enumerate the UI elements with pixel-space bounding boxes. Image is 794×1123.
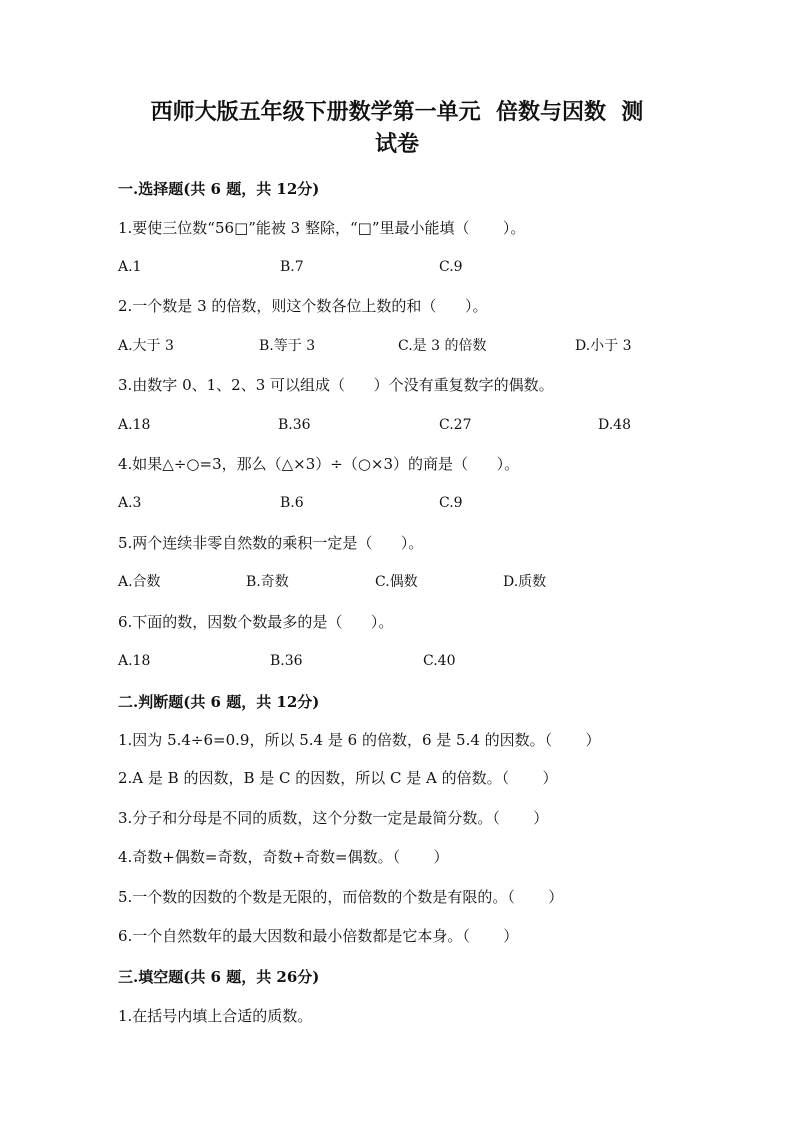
question-text: 4.奇数+偶数=奇数，奇数+奇数=偶数。（ ） xyxy=(118,848,449,866)
option-d: D.质数 xyxy=(503,574,547,590)
section-header-choice: 一.选择题(共 6 题，共 12分) xyxy=(118,180,320,198)
option-c: C.9 xyxy=(439,259,463,275)
question-text: 1.在括号内填上合适的质数。 xyxy=(118,1007,313,1025)
option-b: B.36 xyxy=(278,417,311,433)
option-d: D.小于 3 xyxy=(575,338,632,354)
option-b: B.等于 3 xyxy=(259,338,316,354)
option-b: B.36 xyxy=(270,653,303,669)
question-text: 6.下面的数，因数个数最多的是（ ）。 xyxy=(118,613,394,631)
question-text: 1.要使三位数“56□”能被 3 整除，“□”里最小能填（ ）。 xyxy=(118,219,526,237)
option-c: C.是 3 的倍数 xyxy=(398,338,487,354)
document-title xyxy=(0,96,794,160)
title-line-2: 试卷 xyxy=(374,131,419,157)
option-a: A.18 xyxy=(118,653,151,669)
option-a: A.大于 3 xyxy=(118,338,174,354)
question-text: 2.A 是 B 的因数，B 是 C 的因数，所以 C 是 A 的倍数。（ ） xyxy=(118,769,558,787)
option-c: C.9 xyxy=(439,495,463,511)
option-c: C.偶数 xyxy=(375,574,418,590)
question-text: 3.分子和分母是不同的质数，这个分数一定是最简分数。（ ） xyxy=(118,809,549,827)
option-b: B.7 xyxy=(280,259,304,275)
title-line-1: 西师大版五年级下册数学第一单元 倍数与因数 测 xyxy=(150,99,644,125)
option-b: B.6 xyxy=(280,495,304,511)
section-header-judgement: 二.判断题(共 6 题，共 12分) xyxy=(118,693,320,711)
question-text: 5.两个连续非零自然数的乘积一定是（ ）。 xyxy=(118,534,424,552)
option-c: C.27 xyxy=(439,417,472,433)
option-a: A.1 xyxy=(118,259,142,275)
option-a: A.3 xyxy=(118,495,142,511)
option-c: C.40 xyxy=(423,653,456,669)
question-text: 3.由数字 0、1、2、3 可以组成（ ）个没有重复数字的偶数。 xyxy=(118,376,554,394)
question-text: 6.一个自然数年的最大因数和最小倍数都是它本身。（ ） xyxy=(118,927,519,945)
option-b: B.奇数 xyxy=(246,574,289,590)
option-d: D.48 xyxy=(598,417,631,433)
section-header-fill-in: 三.填空题(共 6 题，共 26分) xyxy=(118,968,320,986)
option-a: A.18 xyxy=(118,417,151,433)
question-text: 1.因为 5.4÷6=0.9，所以 5.4 是 6 的倍数，6 是 5.4 的因数。（ ） xyxy=(118,731,601,749)
question-text: 2.一个数是 3 的倍数，则这个数各位上数的和（ ）。 xyxy=(118,297,488,315)
option-a: A.合数 xyxy=(118,574,161,590)
question-text: 5.一个数的因数的个数是无限的，而倍数的个数是有限的。（ ） xyxy=(118,888,564,906)
question-text: 4.如果△÷○=3，那么（△×3）÷（○×3）的商是（ ）。 xyxy=(118,455,520,473)
